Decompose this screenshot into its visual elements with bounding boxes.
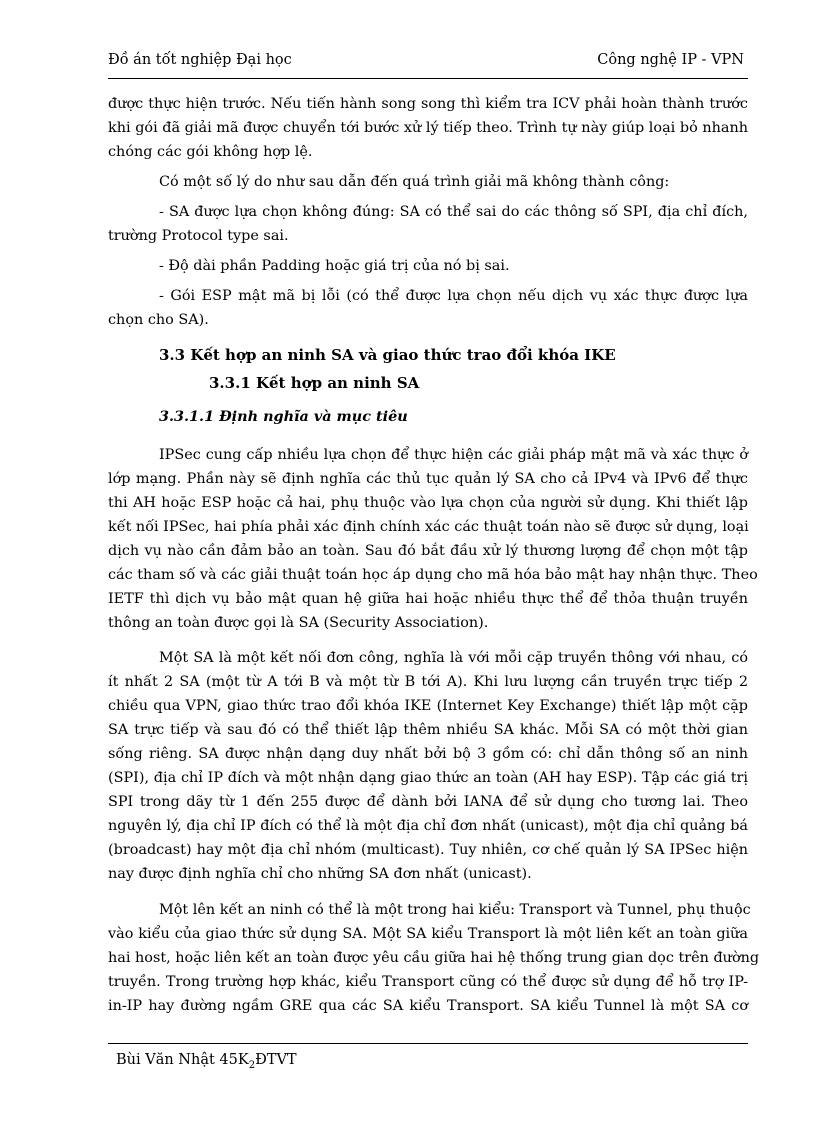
body-line: khi gói đã giải mã được chuyển tới bước xử lý tiếp theo. Trình tự này giúp loại bỏ nhanh (108, 120, 748, 136)
body-line: SA trực tiếp và sau đó có thể thiết lập thêm nhiều SA khác. Mỗi SA có một thời gian (108, 722, 748, 738)
header-divider (108, 78, 748, 79)
subsubsection-heading: 3.3.1.1 Định nghĩa và mục tiêu (159, 408, 408, 425)
body-line: lớp mạng. Phần này sẽ định nghĩa các thủ tục quản lý SA cho cả IPv4 và IPv6 để thực (108, 471, 748, 487)
body-line: (broadcast) hay một địa chỉ nhóm (multicast). Tuy nhiên, cơ chế quản lý SA IPSec hiện (108, 842, 748, 858)
body-line: thông an toàn được gọi là SA (Security Association). (108, 615, 489, 631)
page-header (108, 52, 748, 78)
body-line: thi AH hoặc ESP hoặc cả hai, phụ thuộc vào lựa chọn của người sử dụng. Khi thiết lập (108, 495, 748, 511)
subsection-heading: 3.3.1 Kết hợp an ninh SA (209, 374, 420, 392)
body-line: in-IP hay đường ngầm GRE qua các SA kiểu Transport. SA kiểu Tunnel là một SA cơ (108, 998, 748, 1014)
footer-author-subscript: 2 (248, 1059, 256, 1071)
footer-divider (108, 1043, 748, 1044)
page-footer (116, 1052, 297, 1071)
body-line: - SA được lựa chọn không đúng: SA có thể sai do các thông số SPI, địa chỉ đích, (159, 204, 748, 220)
body-line: chiều qua VPN, giao thức trao đổi khóa IKE (Internet Key Exchange) thiết lập một cặp (108, 698, 748, 714)
body-line: nguyên lý, địa chỉ IP đích có thể là một địa chỉ đơn nhất (unicast), một địa chỉ quảng bá (108, 818, 748, 834)
header-title-right: Công nghệ IP - VPN (597, 52, 744, 68)
body-line: chọn cho SA). (108, 312, 209, 328)
body-line: Một lên kết an ninh có thể là một trong hai kiểu: Transport và Tunnel, phụ thuộc (159, 902, 751, 918)
body-line: ít nhất 2 SA (một từ A tới B và một từ B tới A). Khi lưu lượng cần truyền trực tiếp 2 (108, 674, 748, 690)
body-line: các tham số và các giải thuật toán học áp dụng cho mã hóa bảo mật hay nhận thực. Theo (108, 567, 758, 583)
body-line: chóng các gói không hợp lệ. (108, 144, 313, 160)
body-line: - Độ dài phần Padding hoặc giá trị của nó bị sai. (159, 258, 510, 274)
body-line: được thực hiện trước. Nếu tiến hành song song thì kiểm tra ICV phải hoàn thành trước (108, 96, 748, 112)
body-line: - Gói ESP mật mã bị lỗi (có thể được lựa chọn nếu dịch vụ xác thực được lựa (159, 288, 748, 304)
section-heading: 3.3 Kết hợp an ninh SA và giao thức trao đổi khóa IKE (159, 346, 616, 364)
footer-class: ĐTVT (255, 1052, 297, 1068)
body-line: trường Protocol type sai. (108, 228, 289, 244)
body-line: Có một số lý do như sau dẫn đến quá trình giải mã không thành công: (159, 174, 670, 190)
body-line: IPSec cung cấp nhiều lựa chọn để thực hiện các giải pháp mật mã và xác thực ở (159, 447, 748, 463)
body-line: SPI trong dãy từ 1 đến 255 được để dành bởi IANA để sử dụng cho tương lai. Theo (108, 794, 748, 810)
body-line: nay được định nghĩa chỉ cho những SA đơn nhất (unicast). (108, 866, 532, 882)
footer-author: Bùi Văn Nhật 45K (116, 1052, 249, 1068)
body-line: sống riêng. SA được nhận dạng duy nhất bởi bộ 3 gồm có: chỉ dẫn thông số an ninh (108, 746, 748, 762)
body-line: IETF thì dịch vụ bảo mật quan hệ giữa hai hoặc nhiều thực thể để thỏa thuận truyền (108, 591, 748, 607)
body-line: kết nối IPSec, hai phía phải xác định chính xác các thuật toán nào sẽ được sử dụng, loại (108, 519, 749, 535)
header-title-left: Đồ án tốt nghiệp Đại học (108, 52, 292, 68)
body-line: dịch vụ nào cần đảm bảo an toàn. Sau đó bắt đầu xử lý thương lượng để chọn một tập (108, 543, 748, 559)
body-line: Một SA là một kết nối đơn công, nghĩa là với mỗi cặp truyền thông với nhau, có (159, 650, 748, 666)
body-line: hai host, hoặc liên kết an toàn được yêu cầu giữa hai hệ thống trung gian dọc trên đường (108, 950, 760, 966)
body-line: vào kiểu của giao thức sử dụng SA. Một SA kiểu Transport là một liên kết an toàn giữa (108, 926, 748, 942)
body-line: (SPI), địa chỉ IP đích và một nhận dạng giao thức an toàn (AH hay ESP). Tập các giá trị (108, 770, 748, 786)
body-line: truyền. Trong trường hợp khác, kiểu Transport cũng có thể được sử dụng để hỗ trợ IP- (108, 974, 748, 990)
